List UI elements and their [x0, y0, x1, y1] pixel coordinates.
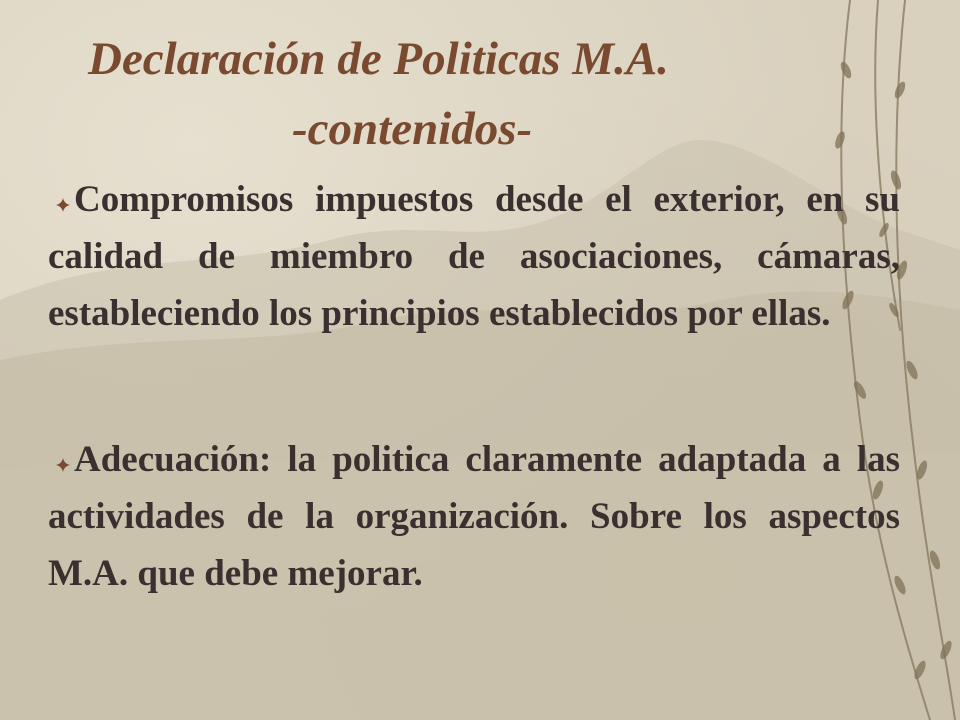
bullet-text: Compromisos impuestos desde el exterior, en su calidad de miembro de asociaciones, cámaras, estableciendo los principios establecidos por ellas.	[48, 179, 900, 334]
bullet-item-compromisos	[48, 171, 900, 342]
diamond-bullet-icon	[48, 198, 74, 211]
bullet-text: Adecuación: la politica claramente adaptada a las actividades de la organización. Sobre los aspectos M.A. que debe mejorar.	[48, 439, 900, 594]
diamond-bullet-icon	[48, 458, 74, 471]
slide-title: Declaración de Politicas M.A.	[88, 33, 669, 85]
slide-subtitle: -contenidos-	[292, 103, 533, 155]
bullet-item-adecuacion	[48, 431, 900, 602]
